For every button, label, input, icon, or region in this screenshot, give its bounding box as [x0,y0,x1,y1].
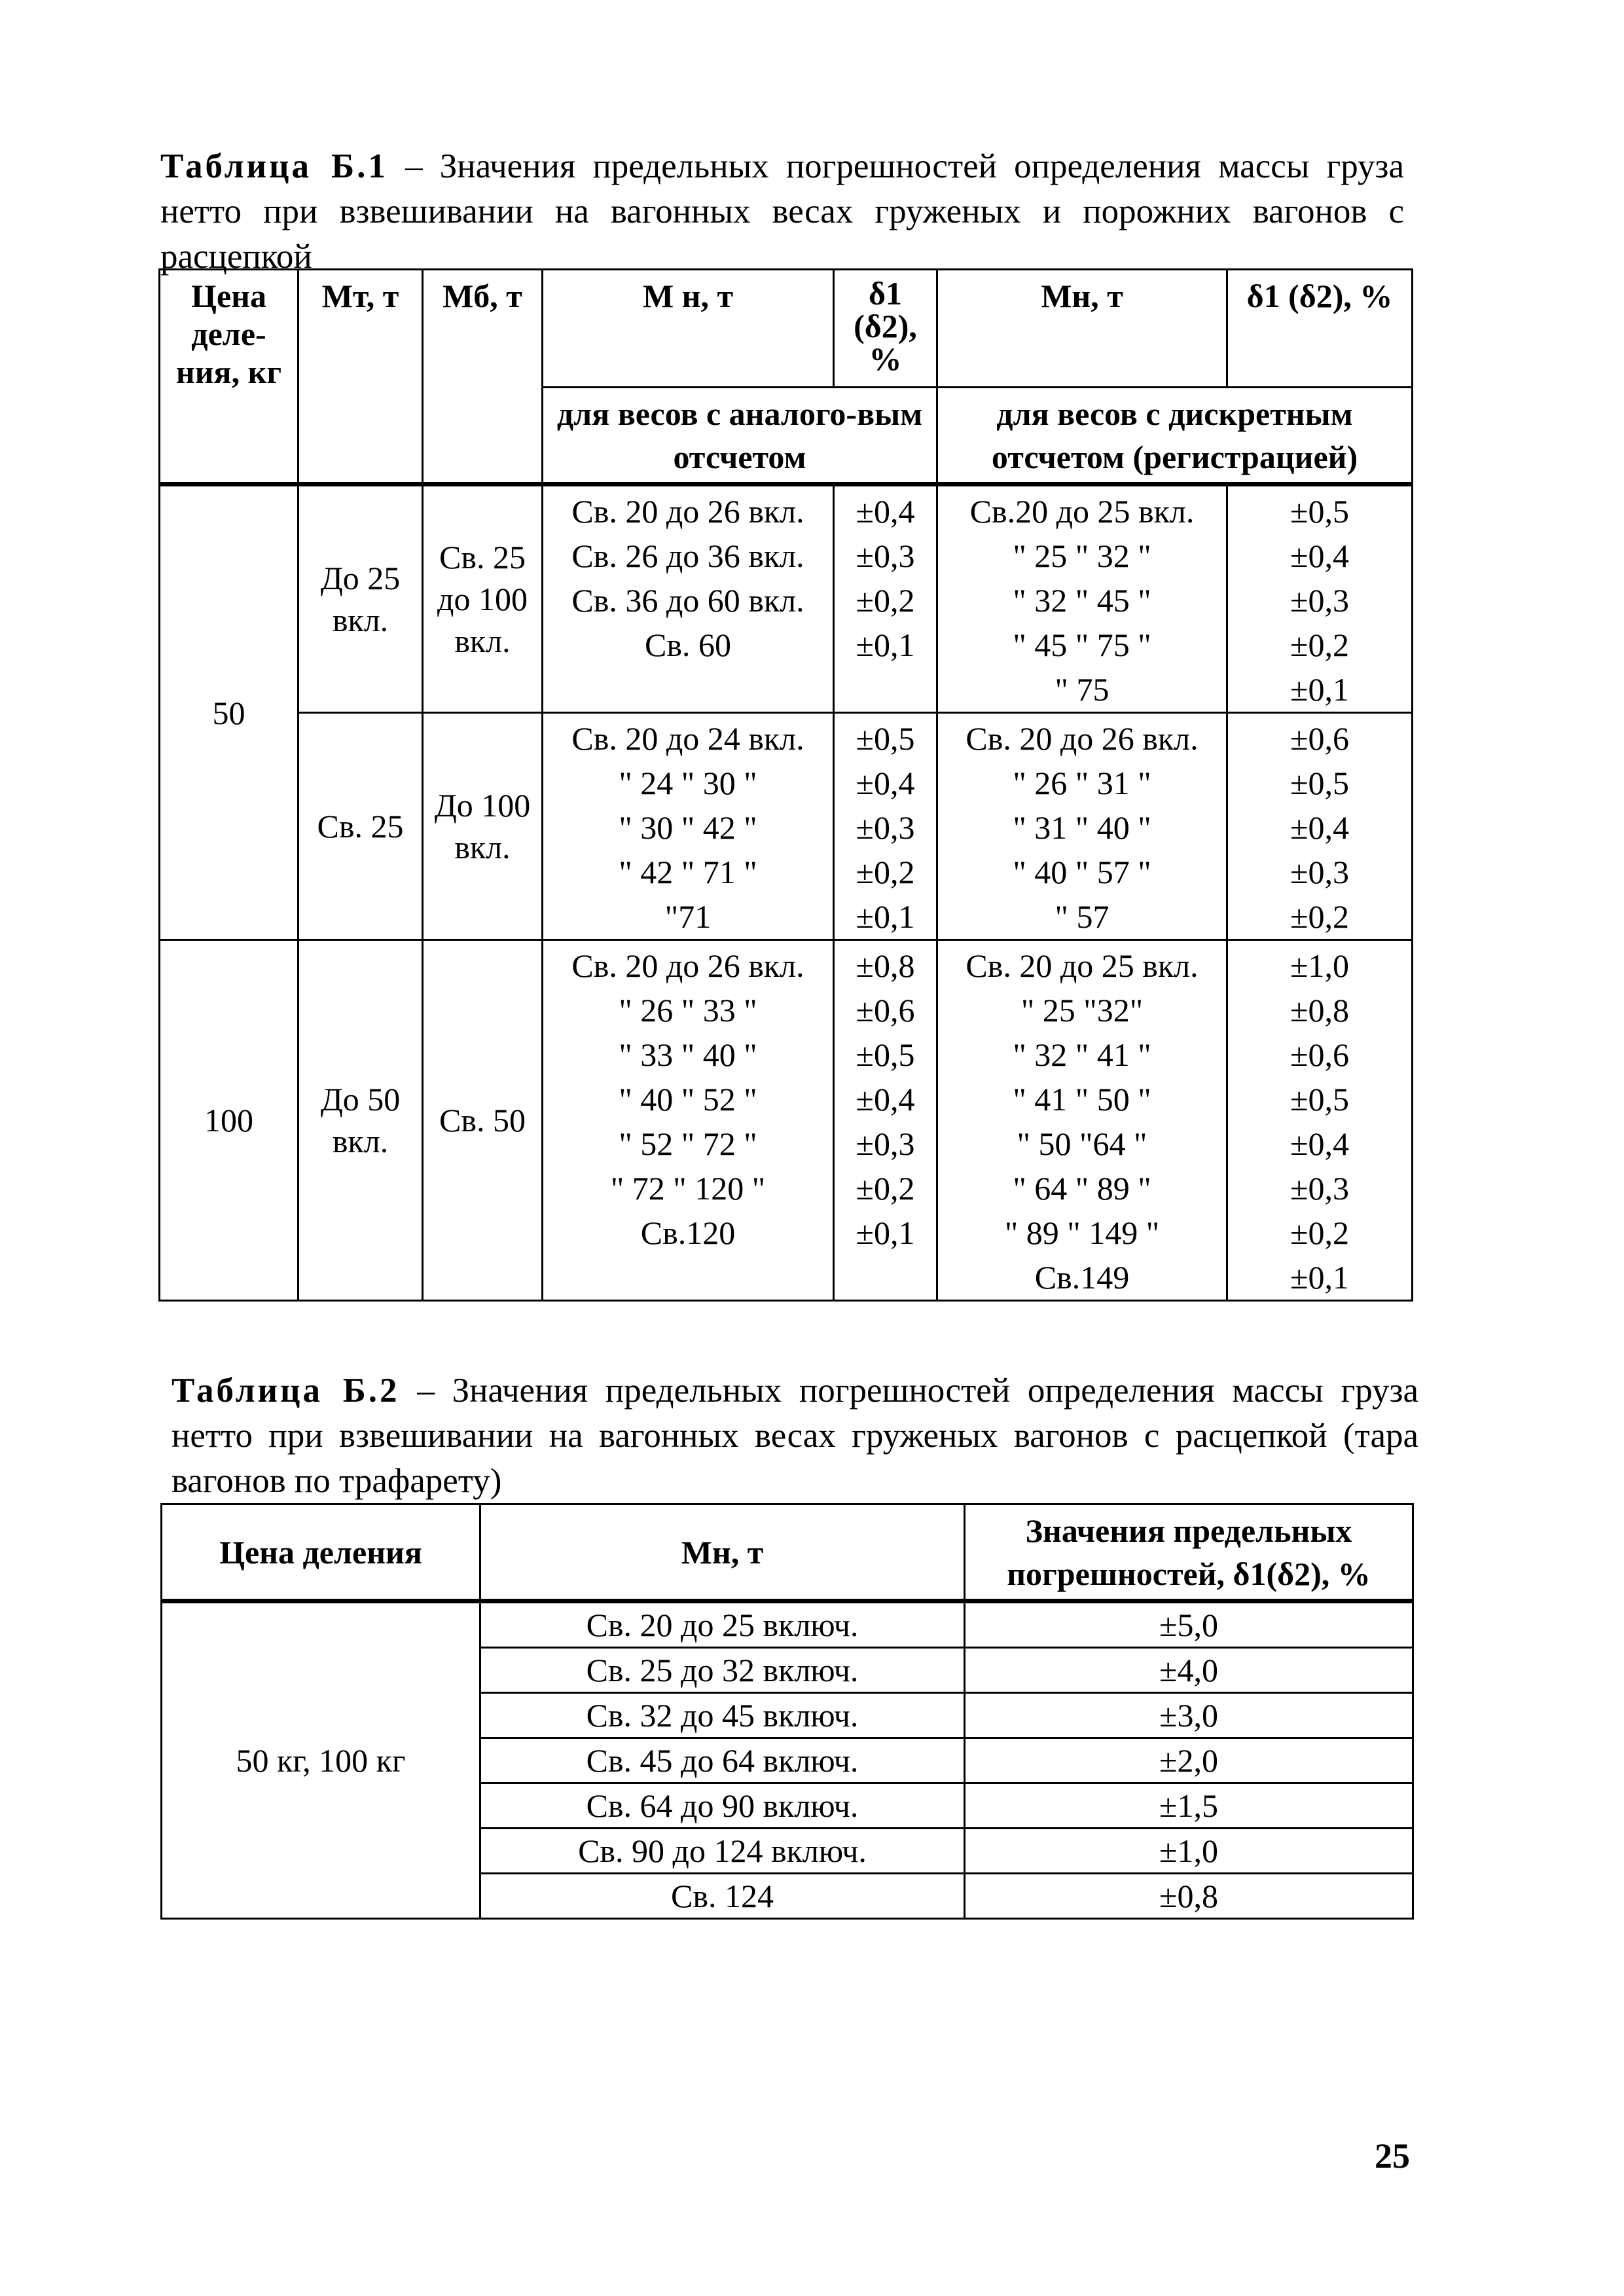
header-delta-analog: δ1 (δ2), % [834,270,937,388]
analog-ranges-cell [543,713,834,940]
analog-range: Св. 20 до 26 вкл. [571,947,804,984]
group-price-50: 50 [160,484,298,940]
analog-delta: ±0,1 [856,898,915,935]
discrete-range: " 32 " 45 " [1013,582,1151,619]
discrete-delta: ±0,6 [1290,720,1349,757]
analog-delta: ±0,2 [856,582,915,619]
discrete-ranges-cell [937,713,1227,940]
analog-range: " 30 " 42 " [619,809,757,846]
header-price: Цена деле-ния, кг [160,270,298,484]
group-mt: До 25 вкл. [298,484,423,713]
discrete-delta: ±0,2 [1290,627,1349,663]
discrete-delta: ±1,0 [1290,947,1349,984]
discrete-range: " 41 " 50 " [1013,1081,1151,1118]
t2-range: Св. 32 до 45 включ. [480,1693,965,1738]
page-number: 25 [1375,2136,1410,2176]
analog-range: Св. 20 до 26 вкл. [571,493,804,530]
group-mb: Св. 50 [423,940,543,1301]
t2-header-price: Цена деления [162,1504,480,1601]
discrete-ranges-cell [937,484,1227,713]
discrete-range: " 64 " 89 " [1013,1170,1151,1207]
table2 [160,1503,1414,1920]
group-mt: Св. 25 [298,713,423,940]
analog-delta: ±0,5 [856,1036,915,1073]
discrete-range: " 40 " 57 " [1013,854,1151,890]
analog-delta: ±0,2 [856,854,915,890]
discrete-delta: ±0,5 [1290,493,1349,530]
discrete-range: " 25 "32" [1020,992,1144,1029]
discrete-range: Св.149 [1034,1259,1130,1296]
analog-delta: ±0,1 [856,627,915,663]
discrete-deltas-cell [1227,713,1413,940]
group-mb: Св. 25 до 100 вкл. [423,484,543,713]
discrete-delta: ±0,6 [1290,1036,1349,1073]
group-price-100: 100 [160,940,298,1301]
t2-delta: ±2,0 [965,1738,1413,1783]
discrete-range: " 25 " 32 " [1013,538,1151,574]
discrete-range: " 32 " 41 " [1013,1036,1151,1073]
discrete-range: " 45 " 75 " [1013,627,1151,663]
analog-ranges-cell [543,940,834,1301]
discrete-range: Св. 20 до 25 вкл. [965,947,1199,984]
t2-range: Св. 64 до 90 включ. [480,1783,965,1829]
table2-caption-label: Таблица Б.2 [171,1372,400,1410]
analog-delta: ±0,5 [856,720,915,757]
t2-range: Св. 45 до 64 включ. [480,1738,965,1783]
table2-caption-text: – Значения предельных погрешностей определения массы груза нетто при взвешивании на вагонных весах груженых вагонов с расцепкой (тара вагонов по трафарету) [171,1372,1418,1500]
discrete-range: " 57 [1055,898,1110,935]
table1-caption-label: Таблица Б.1 [160,147,388,185]
t2-header-limit: Значения предельных погрешностей, δ1(δ2), % [965,1504,1413,1601]
analog-range: " 42 " 71 " [619,854,757,890]
analog-range: " 33 " 40 " [619,1036,757,1073]
t2-delta: ±4,0 [965,1648,1413,1693]
analog-range: " 52 " 72 " [619,1125,757,1162]
t2-range: Св. 25 до 32 включ. [480,1648,965,1693]
analog-deltas-cell [834,713,937,940]
analog-delta: ±0,4 [856,493,915,530]
t2-range: Св. 20 до 25 включ. [480,1601,965,1648]
analog-delta: ±0,4 [856,1081,915,1118]
analog-delta: ±0,4 [856,765,915,801]
discrete-range: " 31 " 40 " [1013,809,1151,846]
analog-deltas-cell [834,484,937,713]
analog-range: Св.120 [640,1214,736,1251]
discrete-delta: ±0,3 [1290,582,1349,619]
analog-delta: ±0,8 [856,947,915,984]
analog-range: " 72 " 120 " [610,1170,766,1207]
table2-caption [171,1368,1418,1504]
discrete-delta: ±0,4 [1290,1125,1349,1162]
discrete-delta: ±0,2 [1290,1214,1349,1251]
table1 [158,268,1413,1302]
group-mb: До 100 вкл. [423,713,543,940]
discrete-delta: ±0,4 [1290,538,1349,574]
discrete-delta: ±0,5 [1290,1081,1349,1118]
discrete-range: " 50 "64 " [1017,1125,1147,1162]
t2-delta: ±0,8 [965,1874,1413,1919]
analog-delta: ±0,2 [856,1170,915,1207]
analog-range: Св. 36 до 60 вкл. [571,582,804,619]
discrete-delta: ±0,8 [1290,992,1349,1029]
t2-range: Св. 90 до 124 включ. [480,1829,965,1874]
analog-delta: ±0,1 [856,1214,915,1251]
header-mb: Mб, т [423,270,543,484]
analog-range: Св. 20 до 24 вкл. [571,720,804,757]
analog-range: "71 [664,898,712,935]
analog-ranges-cell [543,484,834,713]
header-analog: для весов с аналого-вым отсчетом [543,388,937,484]
discrete-delta: ±0,4 [1290,809,1349,846]
discrete-range: " 26 " 31 " [1013,765,1151,801]
discrete-deltas-cell [1227,484,1413,713]
discrete-range: " 75 [1055,671,1110,708]
discrete-delta: ±0,1 [1290,671,1349,708]
header-delta-discrete: δ1 (δ2), % [1227,270,1413,388]
t2-range: Св. 124 [480,1874,965,1919]
header-discrete: для весов с дискретным отсчетом (регистрацией) [937,388,1413,484]
t2-delta: ±1,0 [965,1829,1413,1874]
t2-price: 50 кг, 100 кг [162,1601,480,1919]
discrete-delta: ±0,3 [1290,854,1349,890]
analog-delta: ±0,6 [856,992,915,1029]
discrete-range: Св. 20 до 26 вкл. [965,720,1199,757]
discrete-range: Св.20 до 25 вкл. [969,493,1195,530]
table1-caption-text: – Значения предельных погрешностей определения массы груза нетто при взвешивании на вагонных весах груженых и порожних вагонов с расцепкой [160,147,1404,276]
analog-range: Св. 60 [645,627,731,663]
t2-delta: ±1,5 [965,1783,1413,1829]
discrete-ranges-cell [937,940,1227,1301]
header-mt: Mт, т [298,270,423,484]
analog-deltas-cell [834,940,937,1301]
t2-header-mn: Mн, т [480,1504,965,1601]
table1-caption [160,144,1404,280]
analog-range: " 40 " 52 " [619,1081,757,1118]
t2-delta: ±5,0 [965,1601,1413,1648]
analog-range: " 24 " 30 " [619,765,757,801]
discrete-delta: ±0,2 [1290,898,1349,935]
discrete-delta: ±0,1 [1290,1259,1349,1296]
analog-delta: ±0,3 [856,1125,915,1162]
discrete-range: " 89 " 149 " [1004,1214,1160,1251]
header-mn-analog: M н, т [543,270,834,388]
analog-range: Св. 26 до 36 вкл. [571,538,804,574]
analog-range: " 26 " 33 " [619,992,757,1029]
header-mn-discrete: Mн, т [937,270,1227,388]
discrete-delta: ±0,5 [1290,765,1349,801]
analog-delta: ±0,3 [856,538,915,574]
analog-delta: ±0,3 [856,809,915,846]
discrete-delta: ±0,3 [1290,1170,1349,1207]
t2-delta: ±3,0 [965,1693,1413,1738]
group-mt: До 50 вкл. [298,940,423,1301]
discrete-deltas-cell [1227,940,1413,1301]
